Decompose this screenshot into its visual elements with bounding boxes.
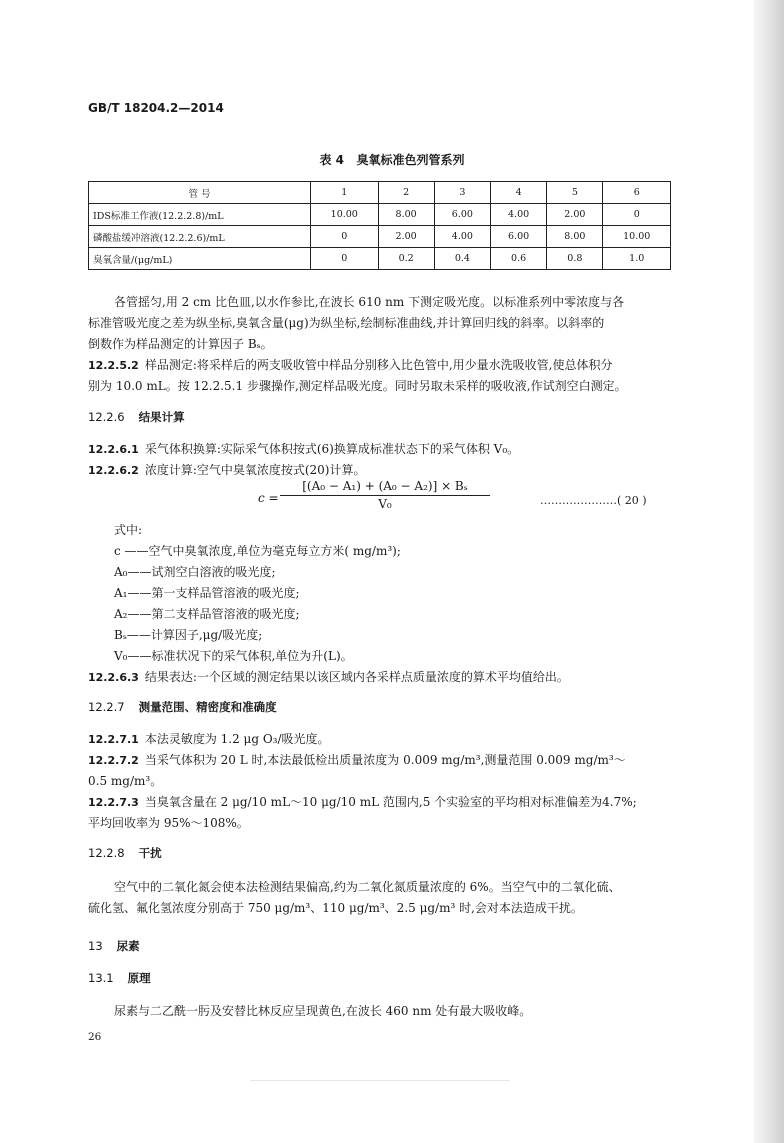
clause-12-2-6-3 [88,667,569,688]
table-row [89,248,671,270]
table-cell: 8.00 [547,226,603,248]
table-cell: 2.00 [378,226,434,248]
clause-number: 12.2.5.2 [88,359,139,372]
section-title: 测量范围、精密度和准确度 [138,700,277,714]
curve-paragraph-line: 倒数作为样品测定的计算因子 Bₛ。 [88,337,273,351]
table-cell: 2.00 [547,204,603,226]
table-row-label: 臭氧含量/(μg/mL) [89,248,311,270]
table-cell: 3 [434,182,490,204]
interference-paragraph-line: 空气中的二氧化氮会使本法检测结果偏高,约为二氧化氮质量浓度的 6%。当空气中的二氧化硫、 [114,880,621,894]
clause-number: 12.2.6.3 [88,671,139,684]
table-caption: 表 4 臭氧标准色列管系列 [319,153,465,167]
table-cell: 2 [378,182,434,204]
table-cell: 4.00 [434,226,490,248]
table-cell: 4.00 [490,204,546,226]
formula-number: …………………( 20 ) [540,494,647,507]
table-cell: 4 [490,182,546,204]
table-row [89,182,671,204]
section-number: 13.1 [88,971,114,985]
clause-text: 当臭氧含量在 2 μg/10 mL～10 μg/10 mL 范围内,5 个实验室的平均相对标准偏差为4.7%; [144,795,637,809]
clause-12-2-7-3 [88,792,637,813]
clause-12-2-5-2 [88,355,613,376]
table-row-label: 磷酸盐缓冲溶液(12.2.2.6)/mL [89,226,311,248]
clause-text: 当采气体积为 20 L 时,本法最低检出质量浓度为 0.009 mg/m³,测量范围 0.009 mg/m³～ [144,753,626,767]
table-cell: 8.00 [378,204,434,226]
section-number: 12.2.8 [88,846,125,860]
clause-text-continued: 0.5 mg/m³。 [88,774,163,788]
where-item: A₀——试剂空白溶液的吸光度; [114,565,276,579]
clause-12-2-7-1 [88,729,330,750]
clause-text: 结果表达:一个区域的测定结果以该区域内各采样点质量浓度的算术平均值给出。 [144,670,569,684]
section-title: 结果计算 [138,410,185,424]
clause-text-continued: 别为 10.0 mL。按 12.2.5.1 步骤操作,测定样品吸光度。同时另取未采样的吸收液,作试剂空白测定。 [88,379,627,393]
clause-number: 12.2.6.2 [88,464,139,477]
clause-12-2-6-2 [88,460,366,481]
clause-text-continued: 平均回收率为 95%～108%。 [88,816,249,830]
formula-denominator: V₀ [378,497,392,511]
table-cell: 0.4 [434,248,490,270]
table-cell: 6 [603,182,671,204]
table-cell: 10.00 [603,226,671,248]
where-label: 式中: [114,523,143,537]
section-13-1-heading [88,970,151,986]
table-cell: 1.0 [603,248,671,270]
section-number: 12.2.7 [88,700,125,714]
curve-paragraph-line: 标准管吸光度之差为纵坐标,臭氧含量(μg)为纵坐标,绘制标准曲线,并计算回归线的斜率。以斜率的 [88,316,605,330]
standard-code-header: GB/T 18204.2—2014 [88,101,224,115]
clause-12-2-6-1 [88,439,519,460]
clause-number: 12.2.6.1 [88,443,139,456]
table-cell: 1 [311,182,379,204]
clause-text: 浓度计算:空气中臭氧浓度按式(20)计算。 [144,463,366,477]
formula-fraction [280,479,490,511]
where-item: Bₛ——计算因子,μg/吸光度; [114,628,263,642]
clause-12-2-7-2 [88,750,626,771]
table-cell: 0.2 [378,248,434,270]
clause-number: 12.2.7.2 [88,754,139,767]
section-number: 13 [88,939,103,953]
where-item: A₁——第一支样品管溶液的吸光度; [114,586,300,600]
section-12-2-8-heading [88,845,162,861]
clause-text: 采气体积换算:实际采气体积按式(6)换算成标准状态下的采气体积 V₀。 [144,442,520,456]
clause-text: 本法灵敏度为 1.2 μg O₃/吸光度。 [144,732,330,746]
clause-text: 样品测定:将采样后的两支吸收管中样品分别移入比色管中,用少量水洗吸收管,使总体积分 [144,358,613,372]
where-item: A₂——第二支样品管溶液的吸光度; [114,607,300,621]
where-item: c ——空气中臭氧浓度,单位为毫克每立方米( mg/m³); [114,544,401,558]
table-row-label: IDS标准工作液(12.2.2.8)/mL [89,204,311,226]
table-cell: 5 [547,182,603,204]
table-cell: 0 [311,226,379,248]
scan-artifact-line [250,1080,510,1081]
principle-paragraph: 尿素与二乙酰一肟及安替比林反应呈现黄色,在波长 460 nm 处有最大吸收峰。 [114,1004,532,1018]
section-title: 尿素 [116,939,140,953]
section-title: 原理 [127,971,151,985]
table-cell: 6.00 [490,226,546,248]
scan-edge-shadow [754,0,784,1143]
curve-paragraph-line: 各管摇匀,用 2 cm 比色皿,以水作参比,在波长 610 nm 下测定吸光度。以标准系列中零浓度与各 [114,295,625,309]
table-cell: 0 [603,204,671,226]
table-cell: 10.00 [311,204,379,226]
table-row [89,204,671,226]
table-cell: 0.8 [547,248,603,270]
section-12-2-6-heading [88,409,185,425]
table-row [89,226,671,248]
clause-number: 12.2.7.1 [88,733,139,746]
section-13-heading [88,938,140,954]
section-title: 干扰 [138,846,162,860]
formula-numerator: [(A₀ − A₁) + (A₀ − A₂)] × Bₛ [280,479,490,496]
clause-number: 12.2.7.3 [88,796,139,809]
formula-lhs: c = [258,491,279,505]
where-item: V₀——标准状况下的采气体积,单位为升(L)。 [114,649,353,663]
interference-paragraph-line: 硫化氢、氟化氢浓度分别高于 750 μg/m³、110 μg/m³、2.5 μg/m³ 时,会对本法造成干扰。 [88,901,583,915]
table-cell: 6.00 [434,204,490,226]
standard-color-tube-table [88,181,671,270]
section-12-2-7-heading [88,699,277,715]
table-cell: 0.6 [490,248,546,270]
page-number: 26 [88,1031,102,1043]
section-number: 12.2.6 [88,410,125,424]
table-header-label: 管 号 [89,182,311,204]
table-cell: 0 [311,248,379,270]
